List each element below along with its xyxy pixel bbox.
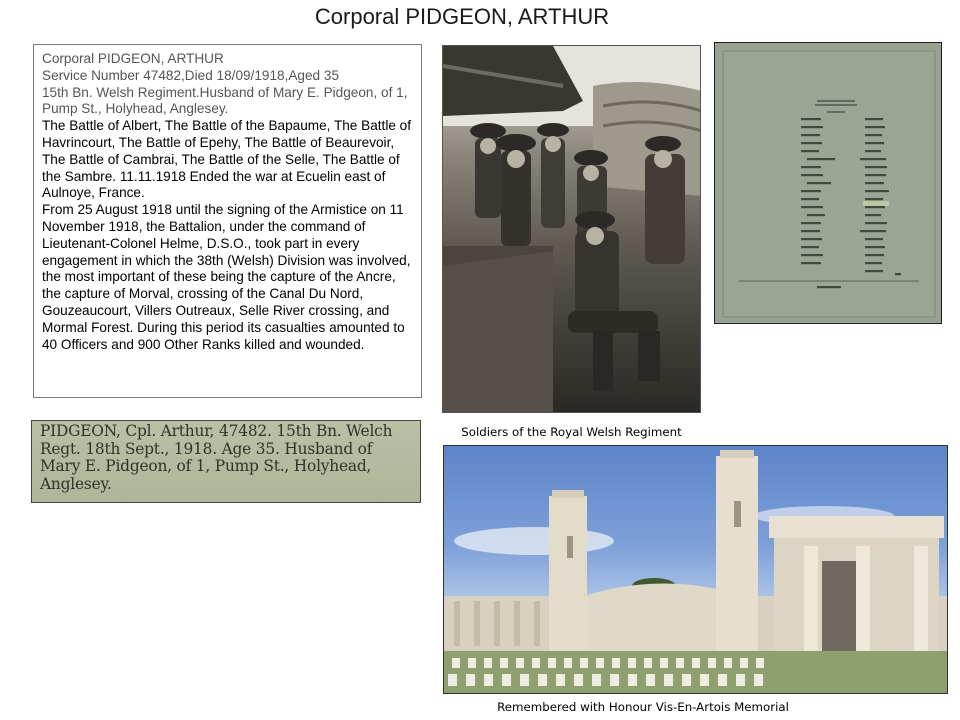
record-battles: The Battle of Albert, The Battle of the Bapaume, The Battle of Havrincourt, The Battle of Epehy, The Battle of Beaurevoir, The Battle of Cambrai, The Battle of the Selle, The Battle of the Sambre. 11.11.1918 Ended the war at Ecuelin east of Aulnoye, France. [42,118,412,201]
record-unit: 15th Bn. Welsh Regiment.Husband of Mary E. Pidgeon, of 1, Pump St., Holyhead, Anglesey. [42,84,408,117]
document-scan [714,42,942,324]
record-name: Corporal PIDGEON, ARTHUR [42,51,224,66]
newspaper-clipping: PIDGEON, Cpl. Arthur, 47482. 15th Bn. Welch Regt. 18th Sept., 1918. Age 35. Husband of Mary E. Pidgeon, of 1, Pump St., Holyhead, Anglesey. [31,420,421,503]
page-title: Corporal PIDGEON, ARTHUR [314,4,610,29]
memorial-photo [443,445,948,694]
soldiers-photo [442,45,701,413]
record-history: From 25 August 1918 until the signing of the Armistice on 11 November 1918, the Battalion, under the command of Lieutenant-Colonel Helme, D.S.O., took part in every engagement in which the 38th (Welsh) Division was involved, the most important of these being the capture of the Ancre, the capture of Morval, crossing of the Canal Du Nord, Gouzeaucourt, Villers Outreaux, Selle River crossing, and Mormal Forest. During this period its casualties amounted to 40 Officers and 900 Other Ranks killed and wounded. [42,202,411,352]
service-record-textbox [33,44,422,398]
soldiers-caption: Soldiers of the Royal Welsh Regiment [461,425,682,439]
memorial-caption: Remembered with Honour Vis-En-Artois Memorial [497,700,789,714]
record-service: Service Number 47482,Died 18/09/1918,Aged 35 [42,67,339,83]
